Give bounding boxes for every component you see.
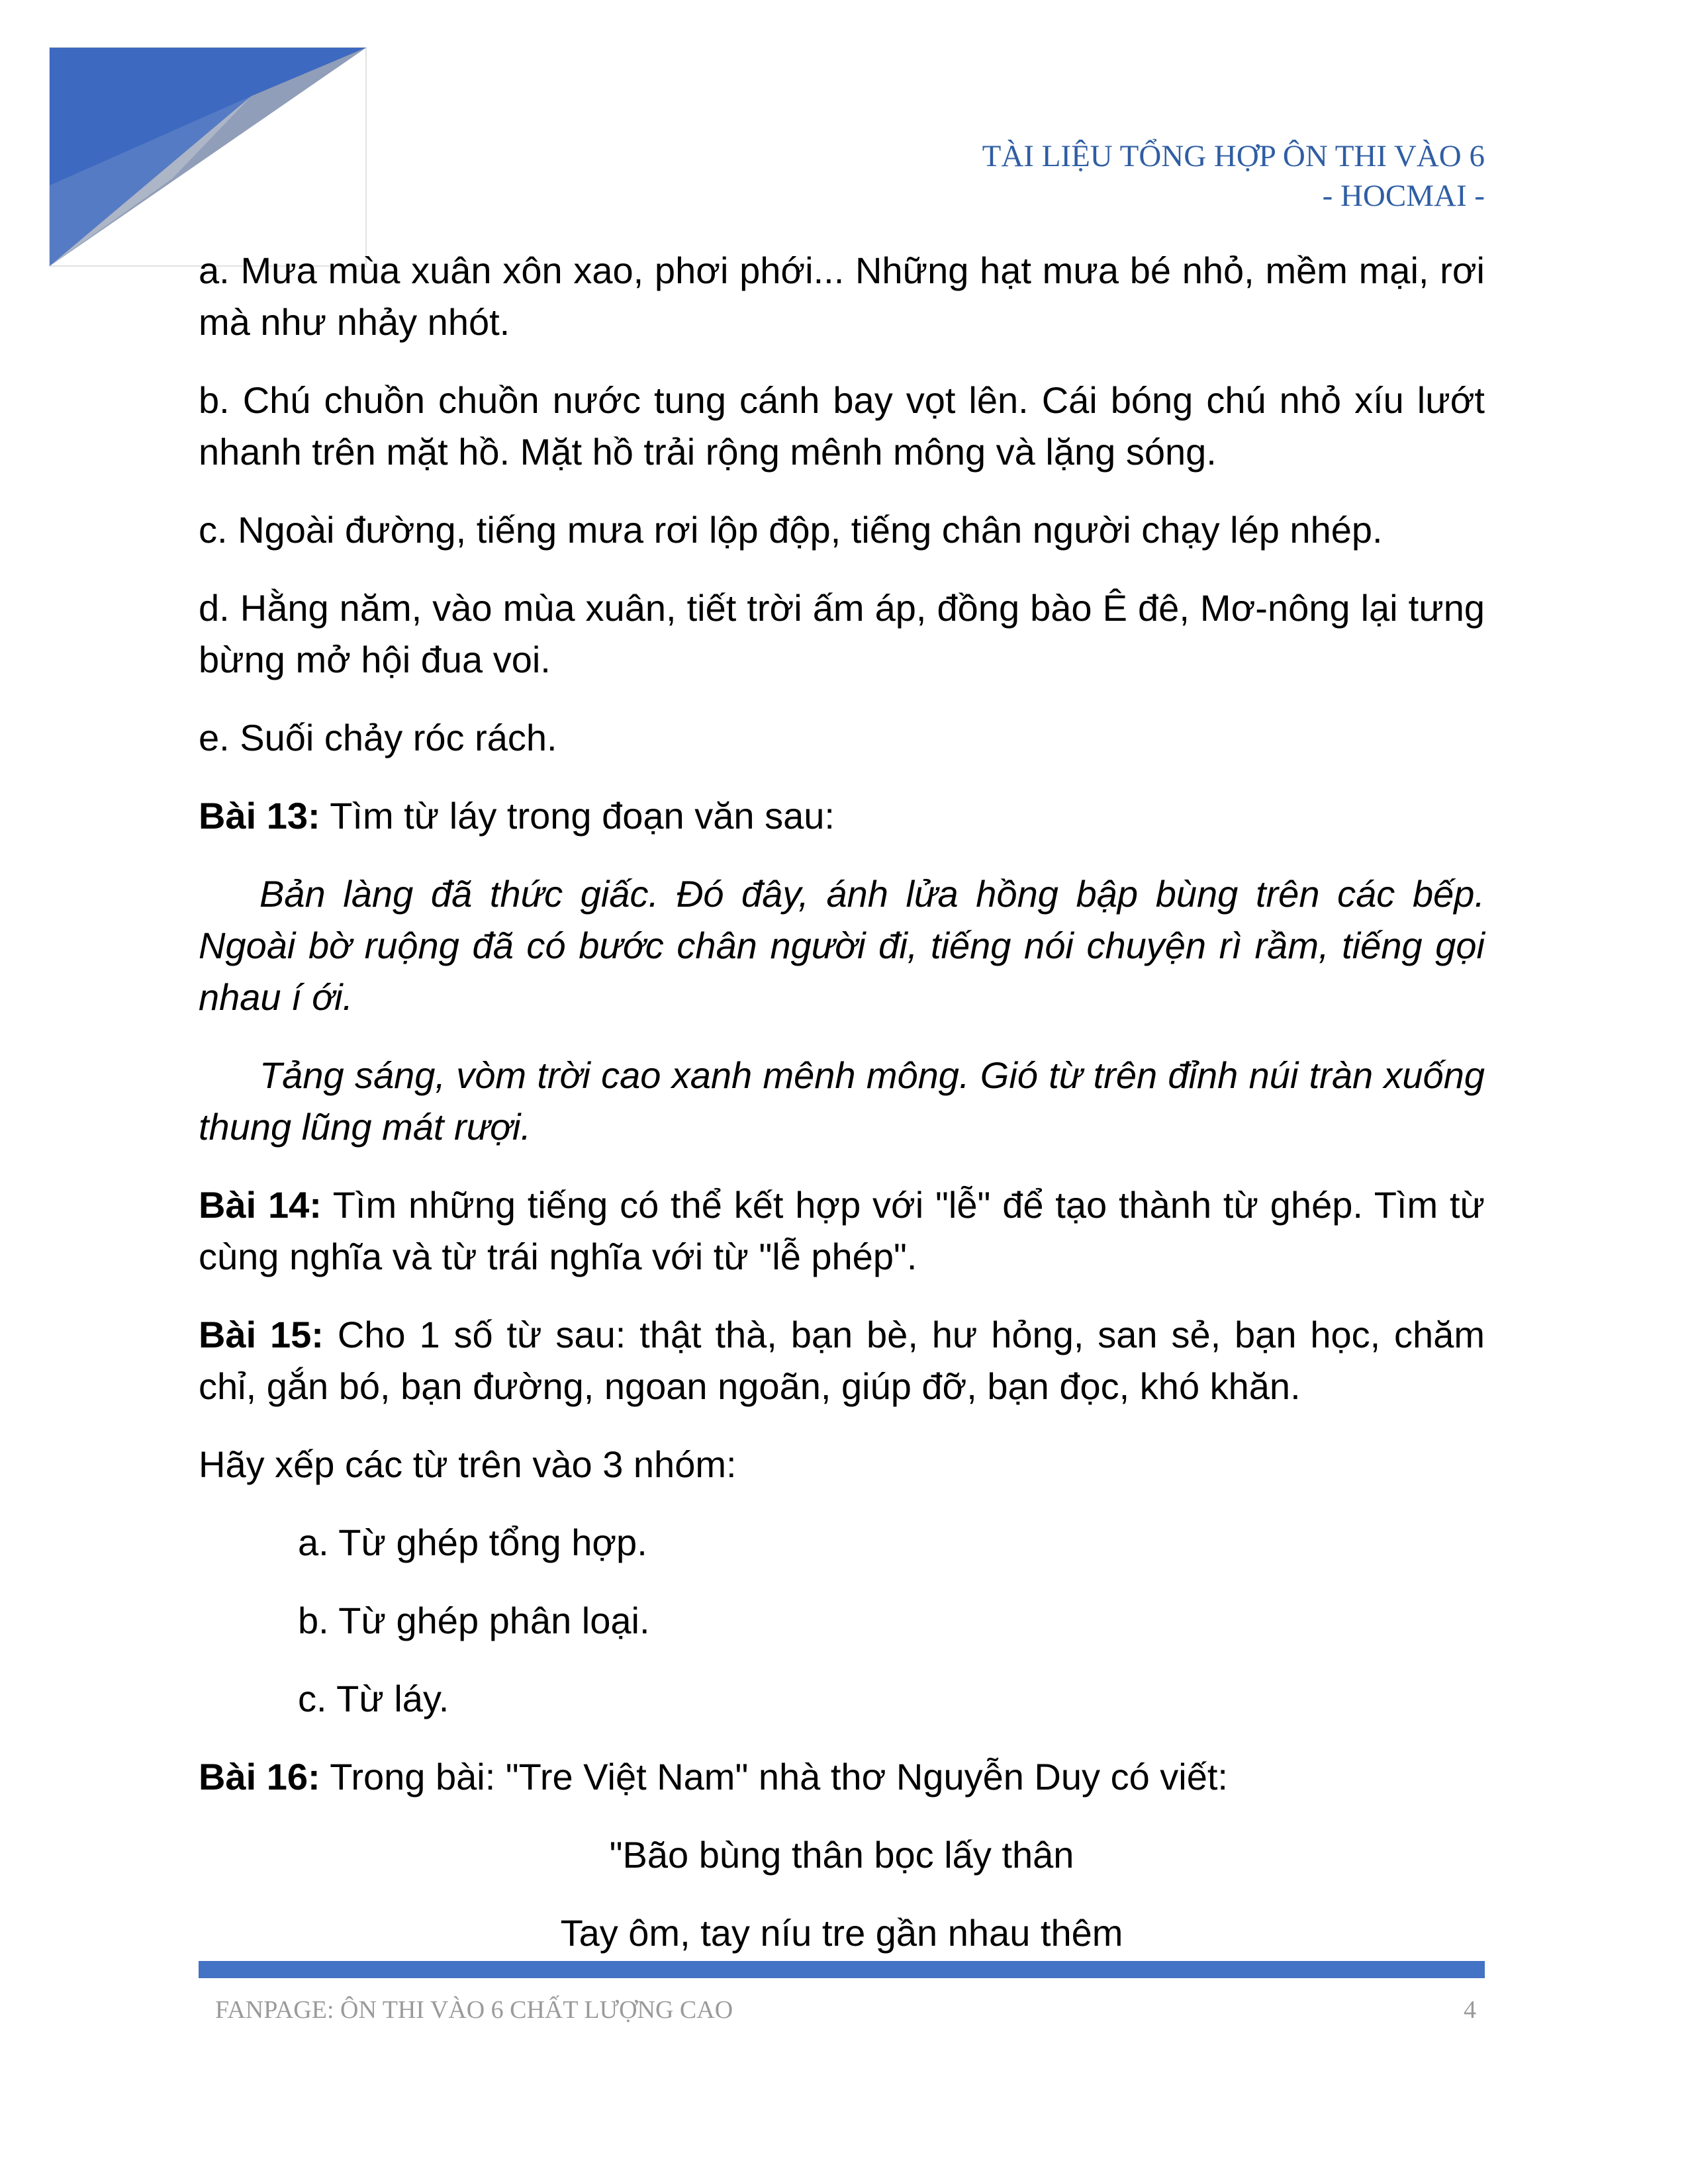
exercise-16: [199, 1751, 1485, 1803]
exercise-13: [199, 790, 1485, 842]
exercise-15-group-b: b. Từ ghép phân loại.: [298, 1600, 650, 1641]
exercise-15-group-c: c. Từ láy.: [298, 1678, 449, 1719]
exercise-item-c: c. Ngoài đường, tiếng mưa rơi lộp độp, tiếng chân người chạy lép nhép.: [199, 509, 1383, 551]
corner-decoration: [0, 0, 371, 271]
exercise-15: [199, 1309, 1485, 1412]
header-subtitle: - HOCMAI -: [1322, 179, 1485, 213]
exercise-15-label: Bài 15:: [199, 1314, 324, 1355]
page-number: 4: [1464, 1996, 1476, 2024]
document-header: [982, 136, 1485, 216]
exercise-13-passage-2: Tảng sáng, vòm trời cao xanh mênh mông. Gió từ trên đỉnh núi tràn xuống thung lũng mát rượi.: [199, 1054, 1485, 1148]
poem-line-2: Tay ôm, tay níu tre gần nhau thêm: [560, 1912, 1123, 1954]
exercise-13-passage-1: Bản làng đã thức giấc. Đó đây, ánh lửa hồng bập bùng trên các bếp. Ngoài bờ ruộng đã có bước chân người đi, tiếng nói chuyện rì rầm, tiếng gọi nhau í ới.: [199, 873, 1485, 1018]
exercise-15-group-a: a. Từ ghép tổng hợp.: [298, 1522, 647, 1563]
exercise-item-b: b. Chú chuồn chuồn nước tung cánh bay vọt lên. Cái bóng chú nhỏ xíu lướt nhanh trên mặt hồ. Mặt hồ trải rộng mênh mông và lặng sóng.: [199, 379, 1485, 473]
exercise-15-text: Cho 1 số từ sau: thật thà, bạn bè, hư hỏng, san sẻ, bạn học, chăm chỉ, gắn bó, bạn đường, ngoan ngoãn, giúp đỡ, bạn đọc, khó khăn.: [199, 1314, 1485, 1407]
exercise-13-text: Tìm từ láy trong đoạn văn sau:: [320, 795, 835, 837]
page-footer: [215, 1995, 1476, 2025]
header-title: TÀI LIỆU TỔNG HỢP ÔN THI VÀO 6: [982, 139, 1485, 173]
exercise-13-label: Bài 13:: [199, 795, 320, 837]
exercise-item-d: d. Hằng năm, vào mùa xuân, tiết trời ấm áp, đồng bào Ê đê, Mơ-nông lại tưng bừng mở hội đua voi.: [199, 587, 1485, 680]
poem-line-1: "Bão bùng thân bọc lấy thân: [609, 1834, 1074, 1876]
footer-divider: [199, 1961, 1485, 1978]
exercise-14-text: Tìm những tiếng có thể kết hợp với "lễ" để tạo thành từ ghép. Tìm từ cùng nghĩa và từ trái nghĩa với từ "lễ phép".: [199, 1184, 1485, 1277]
exercise-item-e: e. Suối chảy róc rách.: [199, 717, 557, 758]
exercise-16-text: Trong bài: "Tre Việt Nam" nhà thơ Nguyễn Duy có viết:: [320, 1756, 1228, 1797]
exercise-14: [199, 1179, 1485, 1283]
document-body: [199, 245, 1485, 1985]
footer-fanpage: FANPAGE: ÔN THI VÀO 6 CHẤT LƯỢNG CAO: [215, 1996, 733, 2024]
exercise-15-prompt: Hãy xếp các từ trên vào 3 nhóm:: [199, 1443, 737, 1485]
exercise-16-label: Bài 16:: [199, 1756, 320, 1797]
exercise-14-label: Bài 14:: [199, 1184, 322, 1226]
exercise-item-a: a. Mưa mùa xuân xôn xao, phơi phới... Những hạt mưa bé nhỏ, mềm mại, rơi mà như nhảy nhót.: [199, 250, 1485, 343]
